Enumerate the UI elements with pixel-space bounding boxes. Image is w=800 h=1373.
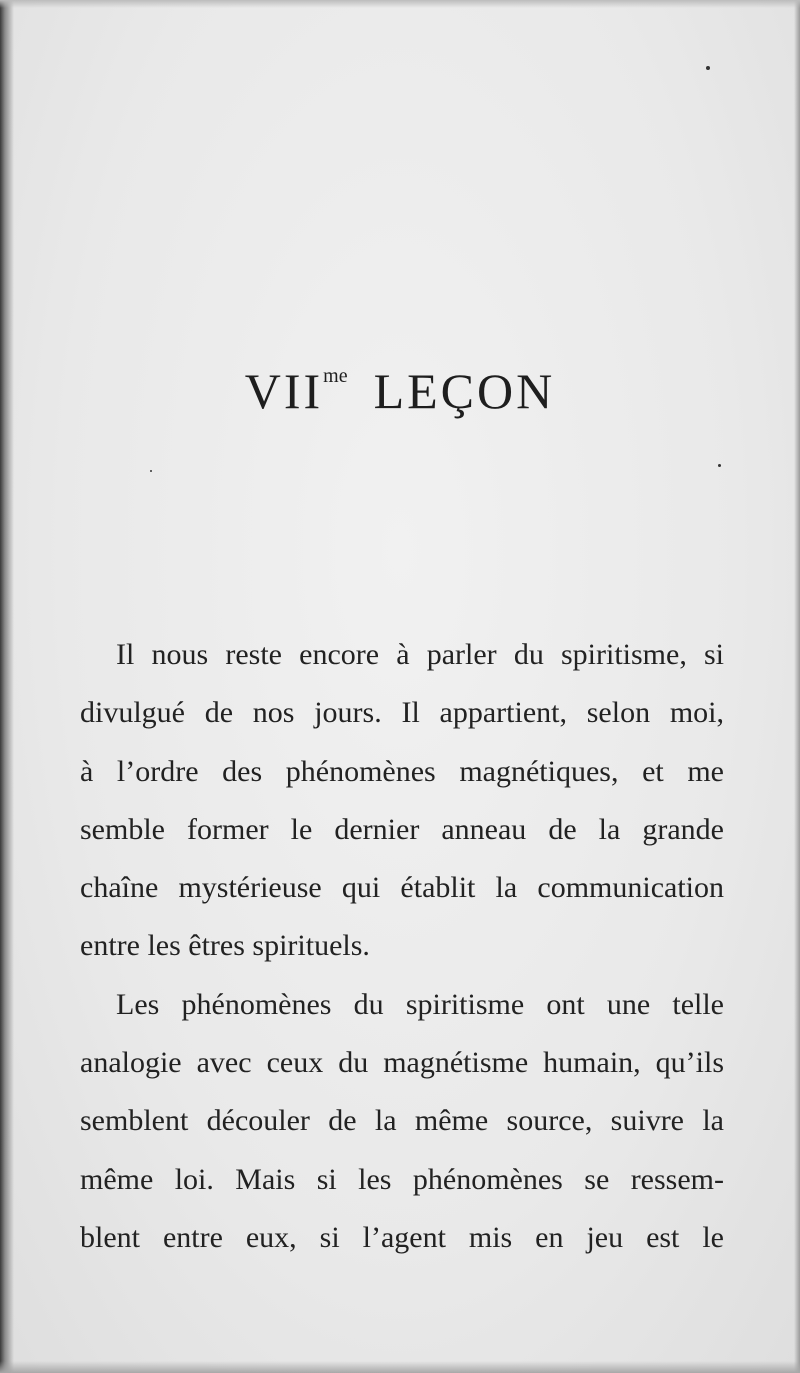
text-line: semblent découler de la même source, suivre la: [80, 1104, 724, 1138]
text-line: blent entre eux, si l’agent mis en jeu est le: [80, 1220, 724, 1254]
scan-shadow-top: [0, 0, 800, 8]
scan-shadow-right: [794, 0, 800, 1373]
text-line: entre les êtres spirituels.: [80, 929, 370, 963]
text-line: Il nous reste encore à parler du spiritisme, si: [116, 638, 724, 671]
scan-shadow-bottom: [0, 1361, 800, 1373]
text-line: à l’ordre des phénomènes magnétiques, et me: [80, 754, 724, 788]
text-line: Les phénomènes du spiritisme ont une telle: [116, 987, 724, 1021]
text-line: même loi. Mais si les phénomènes se ressem-: [80, 1162, 724, 1196]
chapter-heading: [0, 362, 800, 420]
chapter-word: LEÇON: [373, 363, 556, 419]
ink-speck: [718, 464, 721, 467]
text-line: chaîne mystérieuse qui établit la communication: [80, 871, 724, 905]
body-text: [80, 626, 724, 1267]
chapter-numeral: VII: [244, 363, 324, 419]
text-line: semble former le dernier anneau de la grande: [80, 812, 724, 846]
ink-speck: [706, 66, 710, 70]
ink-speck: [150, 470, 152, 472]
scan-shadow-left: [0, 0, 14, 1373]
chapter-superscript: me: [323, 365, 348, 387]
text-line: analogie avec ceux du magnétisme humain, qu’ils: [80, 1046, 724, 1080]
text-line: divulgué de nos jours. Il appartient, selon moi,: [80, 696, 724, 730]
